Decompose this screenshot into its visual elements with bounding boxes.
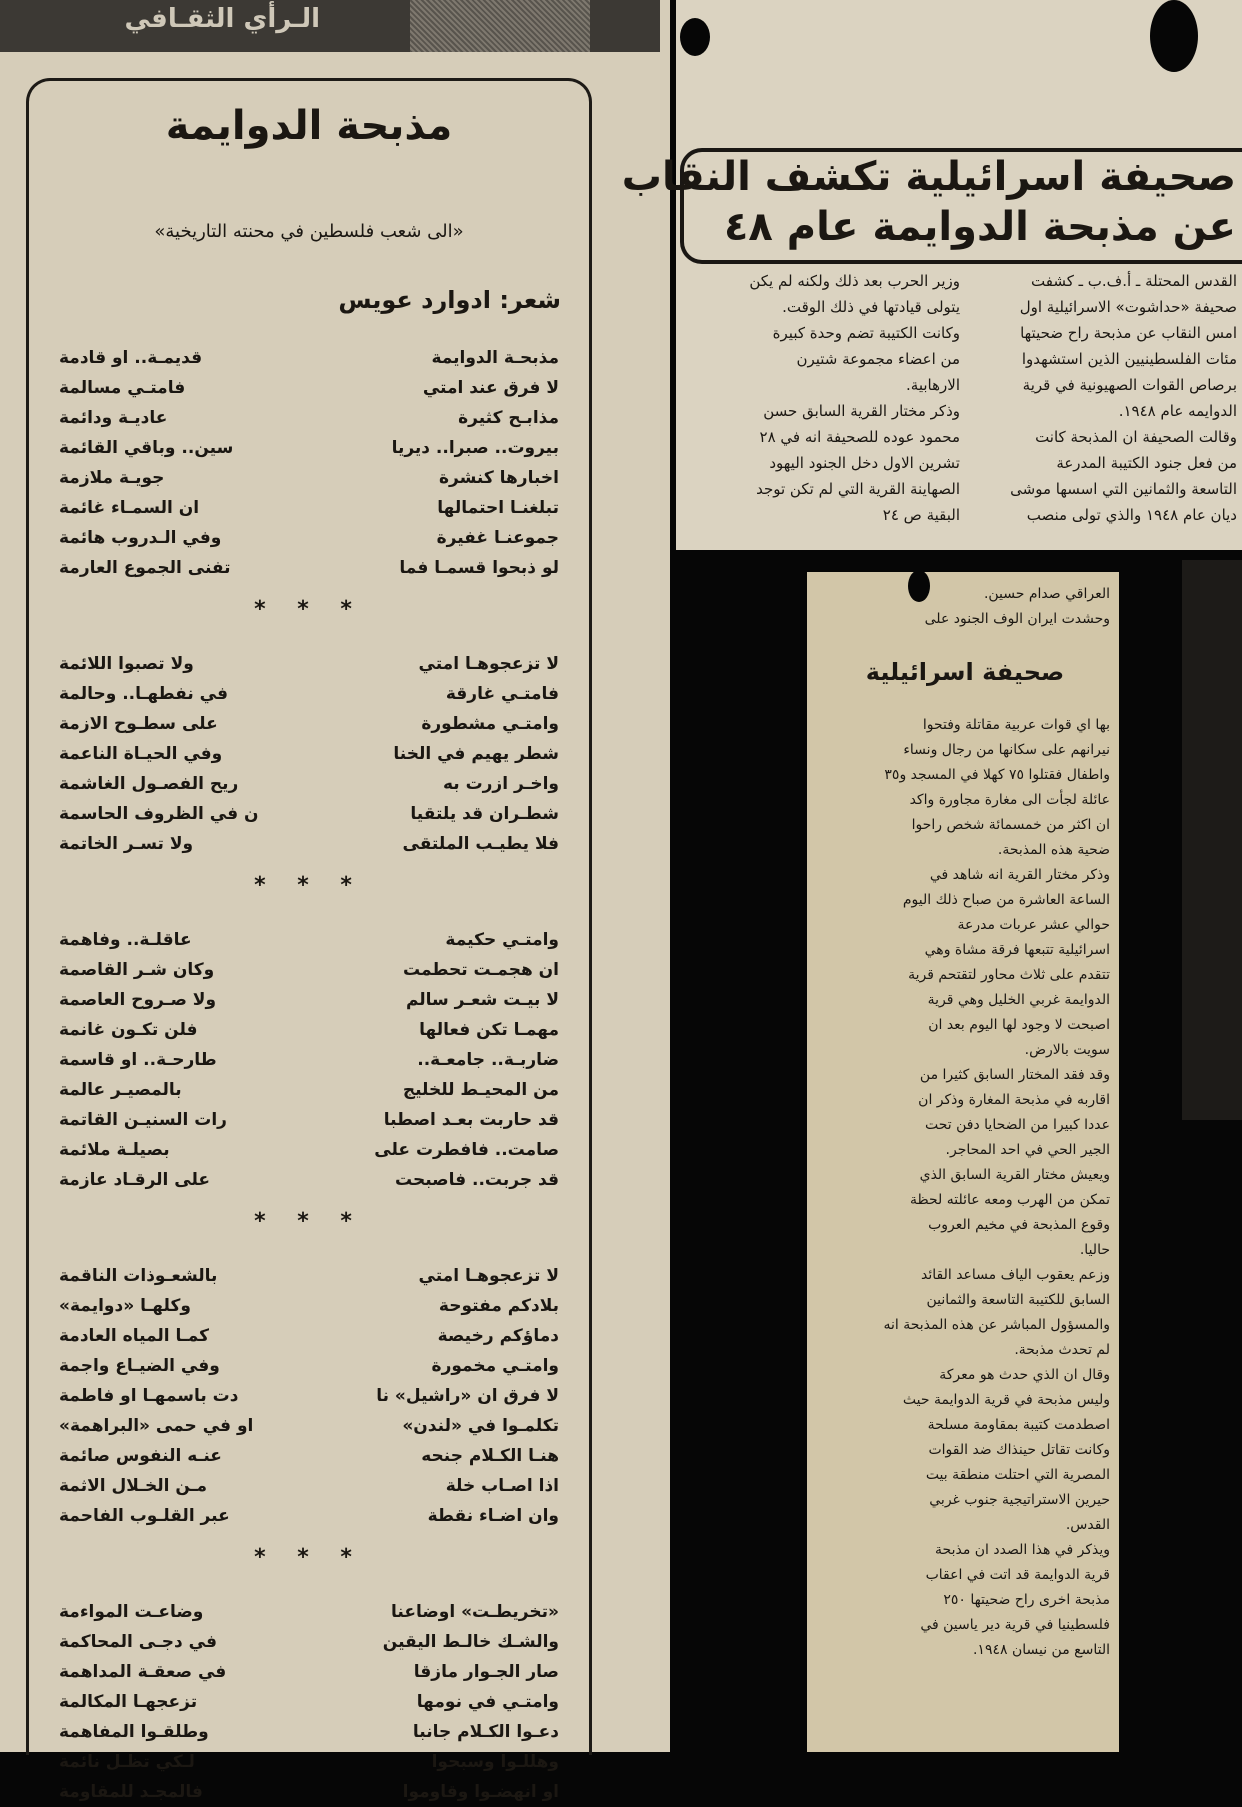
verse-second-hemistich: فالمجـد للمقاومة xyxy=(59,1782,203,1802)
verse-first-hemistich: دماؤكم رخيصة xyxy=(437,1326,559,1346)
poem-verse xyxy=(59,649,559,679)
poem-verse xyxy=(59,1501,559,1531)
article-line: وزعم يعقوب الياف مساعد القائد xyxy=(921,1267,1110,1283)
poem-frame xyxy=(26,78,592,1802)
poem-verse xyxy=(59,1015,559,1045)
verse-first-hemistich: مذبحـة الدوايمة xyxy=(431,348,559,368)
article-line: الجير الحي في احد المحاجر. xyxy=(945,1142,1110,1158)
article-line: وقد فقد المختار السابق كثيرا من xyxy=(919,1067,1110,1083)
article-line: ويعيش مختار القرية السابق الذي xyxy=(919,1167,1110,1183)
verse-second-hemistich: على الرقـاد عازمة xyxy=(59,1170,211,1190)
band-pattern xyxy=(410,0,590,52)
article-line: وزير الحرب بعد ذلك ولكنه لم يكن xyxy=(749,272,960,290)
poem-verse xyxy=(59,463,559,493)
poem-verse xyxy=(59,799,559,829)
article-line: تمكن من الهرب ومعه عائلته لحظة xyxy=(910,1192,1110,1208)
verse-second-hemistich: دت باسمهـا او فاطمة xyxy=(59,1386,239,1406)
verse-second-hemistich: ن في الظروف الحاسمة xyxy=(59,804,259,824)
verse-second-hemistich: بالشعـوذات الناقمة xyxy=(59,1266,218,1286)
paper-hole xyxy=(1150,0,1198,72)
article-line: نيرانهم على سكانها من رجال ونساء xyxy=(903,742,1110,758)
article-line: وقوع المذبحة في مخيم العروب xyxy=(928,1217,1110,1233)
poem-verse xyxy=(59,1165,559,1195)
poem-dedication: «الى شعب فلسطين في محنته التاريخية» xyxy=(154,221,464,242)
article-line: الدوايمه عام ١٩٤٨. xyxy=(1118,402,1237,420)
headline-line-1: صحيفة اسرائيلية تكشف النقاب xyxy=(621,154,1236,200)
article-line: والمسؤول المباشر عن هذه المذبحة انه xyxy=(883,1317,1110,1333)
poem-verse xyxy=(59,1471,559,1501)
poem-author: شعر: ادوارد عويس xyxy=(338,286,561,314)
article-line: وكانت الكتيبة تضم وحدة كبيرة xyxy=(772,324,960,342)
verse-second-hemistich: تفنى الجموع العارمة xyxy=(59,558,231,578)
verse-second-hemistich: في صعقـة المداهمة xyxy=(59,1662,227,1682)
poem-verse xyxy=(59,553,559,583)
poem-verse xyxy=(59,1045,559,1075)
poem-verse xyxy=(59,1135,559,1165)
verse-second-hemistich: عاقلـة.. وفاهمة xyxy=(59,930,192,950)
verse-first-hemistich: والشـك خالـط اليقين xyxy=(382,1632,559,1652)
article-line: الدوايمة غربي الخليل وهي قرية xyxy=(927,992,1110,1008)
article-line: حوالي عشر عربات مدرعة xyxy=(957,917,1110,933)
verse-second-hemistich: عاديـة ودائمة xyxy=(59,408,168,428)
poem-title: مذبحة الدوايمة xyxy=(165,103,453,149)
verse-second-hemistich: وفي الحيـاة الناعمة xyxy=(59,744,223,764)
poem-verse xyxy=(59,1441,559,1471)
article-line: السابق للكتيبة التاسعة والثمانين xyxy=(926,1292,1110,1308)
verse-second-hemistich: تزعجهـا المكالمة xyxy=(59,1692,198,1712)
article-line: حاليا. xyxy=(1079,1242,1110,1258)
verse-second-hemistich: وضاعـت المواءمة xyxy=(59,1602,204,1622)
article-line: التاسعة والثمانين التي اسسها موشى xyxy=(1010,480,1237,498)
poem-verse xyxy=(59,1075,559,1105)
article-line: قرية الدوايمة قد اتت في اعقاب xyxy=(925,1567,1110,1583)
article-line: وقال ان الذي حدث هو معركة xyxy=(939,1367,1110,1383)
poem-verse xyxy=(59,1687,559,1717)
adjacent-dark-strip xyxy=(1182,560,1242,1120)
poem-verse xyxy=(59,925,559,955)
verse-first-hemistich: بلادكم مفتوحة xyxy=(438,1296,559,1316)
verse-first-hemistich: اخبارها كنشرة xyxy=(438,468,559,488)
verse-first-hemistich: لا فرق عند امتي xyxy=(422,378,559,398)
article-line: من فعل جنود الكتيبة المدرعة xyxy=(1056,454,1237,472)
verse-first-hemistich: صامت.. فافطرت على xyxy=(374,1140,559,1160)
verse-first-hemistich: دعـوا الكـلام جانبا xyxy=(412,1722,559,1742)
article-line: وذكر مختار القرية السابق حسن xyxy=(763,402,960,420)
verse-first-hemistich: ضاربـة.. جامعـة.. xyxy=(417,1050,559,1070)
article-line: تتقدم على ثلاث محاور لتقتحم قرية xyxy=(908,967,1110,983)
verse-second-hemistich: في نفطهـا.. وحالمة xyxy=(59,684,228,704)
verse-first-hemistich: شطر يهيم في الخنا xyxy=(393,744,559,764)
verse-first-hemistich: لا تزعجوهـا امتي xyxy=(418,1266,559,1286)
continuation-body xyxy=(820,712,1110,1662)
poem-verse xyxy=(59,985,559,1015)
section-label: الـرأي الثقـافي xyxy=(124,4,320,34)
verse-second-hemistich: رات السنيـن القاتمة xyxy=(59,1110,227,1130)
article-line: وحشدت ايران الوف الجنود على xyxy=(924,611,1110,627)
verse-first-hemistich: قد حاربت بعـد اصطبا xyxy=(383,1110,559,1130)
paper-hole xyxy=(680,18,710,56)
poem-verse xyxy=(59,679,559,709)
article-line: وكانت تقاتل حينذاك ضد القوات xyxy=(928,1442,1110,1458)
poem-stanza xyxy=(59,649,559,859)
article-line: حيرين الاستراتيجية جنوب غربي xyxy=(929,1492,1110,1508)
verse-first-hemistich: تبلغنـا احتمالها xyxy=(437,498,559,518)
verse-first-hemistich: شطـران قد يلتقيا xyxy=(410,804,559,824)
verse-first-hemistich: واخـر ازرت به xyxy=(442,774,559,794)
poem-verse xyxy=(59,739,559,769)
verse-second-hemistich: وكان شـر القاصمة xyxy=(59,960,215,980)
poem-verse xyxy=(59,493,559,523)
verse-first-hemistich: مهمـا تكن فعالها xyxy=(419,1020,559,1040)
article-line: واطفال فقتلوا ٧٥ كهلا في المسجد و٣٥ xyxy=(884,767,1110,783)
article-line: برصاص القوات الصهيونية في قرية xyxy=(1022,376,1237,394)
verse-second-hemistich: ولا تصبوا اللائمة xyxy=(59,654,194,674)
article-line: اسرائيلية تتبعها فرقة مشاة وهي xyxy=(924,942,1110,958)
article-line: التاسع من نيسان ١٩٤٨. xyxy=(972,1642,1110,1658)
verse-second-hemistich: بالمصيـر عالمة xyxy=(59,1080,182,1100)
verse-second-hemistich: وكلهـا «دوايمة» xyxy=(59,1296,191,1316)
verse-first-hemistich: من المحيـط للخليج xyxy=(402,1080,559,1100)
article-line: بها اي قوات عربية مقاتلة وفتحوا xyxy=(922,717,1110,733)
verse-second-hemistich: عبر القلـوب الفاحمة xyxy=(59,1506,230,1526)
verse-first-hemistich: وامتـي حكيمة xyxy=(445,930,559,950)
article-line: ويذكر في هذا الصدد ان مذبحة xyxy=(935,1542,1110,1558)
verse-first-hemistich: فامتـي غارقة xyxy=(445,684,559,704)
headline-box xyxy=(621,148,1242,264)
poem-verse xyxy=(59,1597,559,1627)
poem-verse xyxy=(59,403,559,433)
poem-stanza xyxy=(59,343,559,583)
poem-verse xyxy=(59,955,559,985)
verse-first-hemistich: لو ذبحوا قسمـا فما xyxy=(399,558,559,578)
verse-second-hemistich: مـن الخـلال الاثمة xyxy=(59,1476,207,1496)
poem-verse xyxy=(59,1381,559,1411)
poem-stanza xyxy=(59,925,559,1195)
article-line: لم تحدث مذبحة. xyxy=(1014,1342,1110,1358)
article-line: اصطدمت كتيبة بمقاومة مسلحة xyxy=(927,1417,1110,1433)
article-line: العراقي صدام حسين. xyxy=(983,586,1110,602)
verse-second-hemistich: ولا صـروح العاصمة xyxy=(59,990,217,1010)
verse-first-hemistich: وان اضـاء نقطة xyxy=(427,1506,559,1526)
verse-second-hemistich: قديمـة.. او قادمة xyxy=(59,348,203,368)
verse-second-hemistich: كمـا المياه العادمة xyxy=(59,1326,210,1346)
verse-second-hemistich: ريح الفصـول الغاشمة xyxy=(59,774,239,794)
verse-second-hemistich: ان السمـاء غائمة xyxy=(59,498,200,518)
poem-stanza xyxy=(59,1261,559,1531)
verse-first-hemistich: وامتـي مخمورة xyxy=(431,1356,559,1376)
verse-first-hemistich: ان هجمـت تحطمت xyxy=(402,960,559,980)
poem-verse xyxy=(59,1105,559,1135)
verse-first-hemistich: جموعنـا غفيرة xyxy=(436,528,559,548)
poem-verse xyxy=(59,1351,559,1381)
article-line: من اعضاء مجموعة شتيرن xyxy=(796,350,960,368)
article-line: فلسطينيا في قرية دير ياسين في xyxy=(920,1617,1110,1633)
top-fragment xyxy=(820,582,1110,632)
poem-verse xyxy=(59,1627,559,1657)
verse-second-hemistich: او في حمى «البراهمة» xyxy=(59,1416,254,1436)
poem-verse xyxy=(59,1261,559,1291)
verse-second-hemistich: عنـه النفوس صائمة xyxy=(59,1446,222,1466)
article-line: صحيفة «حداشوت» الاسرائيلية اول xyxy=(1019,298,1237,316)
article-line: تشرين الاول دخل الجنود اليهود xyxy=(769,454,960,472)
headline-line-2: عن مذبحة الدوايمة عام ٤٨ xyxy=(724,204,1236,250)
poem-verse xyxy=(59,343,559,373)
stanza-separator: * * * xyxy=(254,1209,364,1234)
verse-second-hemistich: جويـة ملازمة xyxy=(59,468,165,488)
article-line: ان اكثر من خمسمائة شخص راحوا xyxy=(911,817,1110,833)
article-line: محمود عوده للصحيفة انه في ٢٨ xyxy=(759,428,960,446)
poem-verse xyxy=(59,1291,559,1321)
verse-first-hemistich: لا تزعجوهـا امتي xyxy=(418,654,559,674)
article-line: مئات الفلسطينيين الذين استشهدوا xyxy=(1021,350,1237,368)
verse-first-hemistich: لا بيـت شعـر سالم xyxy=(405,990,559,1010)
poem-verse xyxy=(59,373,559,403)
article-column-left xyxy=(690,268,960,528)
article-line: يتولى قيادتها في ذلك الوقت. xyxy=(782,298,960,316)
article-line: ديان عام ١٩٤٨ والذي تولى منصب xyxy=(1026,506,1237,524)
verse-first-hemistich: بيروت.. صبرا.. ديريا xyxy=(391,438,559,458)
stanza-separator: * * * xyxy=(254,597,364,622)
poem-verse xyxy=(59,829,559,859)
verse-first-hemistich: وهللـوا وسبحوا xyxy=(431,1752,559,1772)
section-band xyxy=(0,0,660,52)
poem-verse xyxy=(59,1321,559,1351)
verse-first-hemistich: اذا اصـاب خلة xyxy=(445,1476,559,1496)
verse-first-hemistich: او انهضـوا وقاوموا xyxy=(402,1782,559,1802)
article-line: البقية ص ٢٤ xyxy=(882,506,960,524)
verse-first-hemistich: فلا يطيـب الملتقى xyxy=(402,834,559,854)
article-line: المصرية التي احتلت منطقة بيت xyxy=(925,1467,1110,1483)
verse-second-hemistich: فلن تكـون غانمة xyxy=(59,1020,198,1040)
article-line: سويت بالارض. xyxy=(1024,1042,1110,1058)
article-line: وليس مذبحة في قرية الدوايمة حيث xyxy=(902,1392,1110,1408)
verse-second-hemistich: لـكي تظـل نائمة xyxy=(59,1752,195,1772)
article-line: عائلة لجأت الى مغارة مجاورة واكد xyxy=(909,792,1110,808)
article-line: عددا كبيرا من الضحايا دفن تحت xyxy=(925,1117,1110,1133)
verse-second-hemistich: على سطـوح الازمة xyxy=(59,714,218,734)
poem-verse xyxy=(59,523,559,553)
poem-verse xyxy=(59,769,559,799)
verse-second-hemistich: وفي الـدروب هائمة xyxy=(59,528,222,548)
stanza-separator: * * * xyxy=(254,873,364,898)
article-line: وقالت الصحيفة ان المذبحة كانت xyxy=(1035,428,1237,446)
article-line: امس النقاب عن مذبحة راح ضحيتها xyxy=(1020,324,1237,342)
article-line: وذكر مختار القرية انه شاهد في xyxy=(929,867,1110,883)
verse-second-hemistich: وطلقـوا المفاهمة xyxy=(59,1722,209,1742)
continuation-subheading: صحيفة اسرائيلية xyxy=(865,658,1065,686)
article-line: الصهاينة القرية التي لم تكن توجد xyxy=(756,480,960,498)
verse-first-hemistich: مذابـح كثيرة xyxy=(458,408,559,428)
verse-second-hemistich: طارحـة.. او قاسمة xyxy=(59,1050,217,1070)
verse-second-hemistich: ولا تسـر الخاتمة xyxy=(59,834,194,854)
verse-first-hemistich: صار الجـوار مازقا xyxy=(413,1662,559,1682)
verse-first-hemistich: هنـا الكـلام جنحه xyxy=(421,1446,559,1466)
poem-verse xyxy=(59,433,559,463)
article-line: ضحية هذه المذبحة. xyxy=(997,842,1110,858)
article-line: اقاربه في مذبحة المغارة وذكر ان xyxy=(918,1092,1110,1108)
verse-first-hemistich: وامتـي مشطورة xyxy=(421,714,559,734)
verse-first-hemistich: «تخريطـت» اوضاعنا xyxy=(391,1602,559,1622)
article-column-right xyxy=(975,268,1237,528)
article-line: مذبحة اخرى راح ضحيتها ٢٥٠ xyxy=(943,1592,1110,1608)
verse-second-hemistich: بصيلـة ملائمة xyxy=(59,1140,170,1160)
article-line: اصبحت لا وجود لها اليوم بعد ان xyxy=(928,1017,1110,1033)
verse-first-hemistich: وامتـي في نومها xyxy=(416,1692,559,1712)
verse-second-hemistich: سين.. وباقي القائمة xyxy=(59,438,234,458)
stanza-separator: * * * xyxy=(254,1545,364,1570)
article-line: الارهابية. xyxy=(906,376,960,394)
article-line: القدس المحتلة ـ أ.ف.ب ـ كشفت xyxy=(1031,272,1237,290)
verse-second-hemistich: في دجـى المحاكمة xyxy=(59,1632,217,1652)
poem-verse xyxy=(59,1717,559,1747)
verse-first-hemistich: لا فرق ان «راشيل» نا xyxy=(376,1386,559,1406)
poem-stanza xyxy=(59,1597,559,1807)
article-line: القدس. xyxy=(1065,1517,1110,1533)
poem-verse xyxy=(59,709,559,739)
verse-first-hemistich: تكلمـوا في «لندن» xyxy=(402,1416,559,1436)
verse-second-hemistich: فامتـي مسالمة xyxy=(59,378,186,398)
poem-verse xyxy=(59,1657,559,1687)
verse-second-hemistich: وفي الضيـاع واجمة xyxy=(59,1356,220,1376)
article-line: الساعة العاشرة من صباح ذلك اليوم xyxy=(902,892,1110,908)
verse-first-hemistich: قد جربت.. فاصبحت xyxy=(394,1170,559,1190)
poem-verse xyxy=(59,1411,559,1441)
poem-verse xyxy=(59,1777,559,1807)
